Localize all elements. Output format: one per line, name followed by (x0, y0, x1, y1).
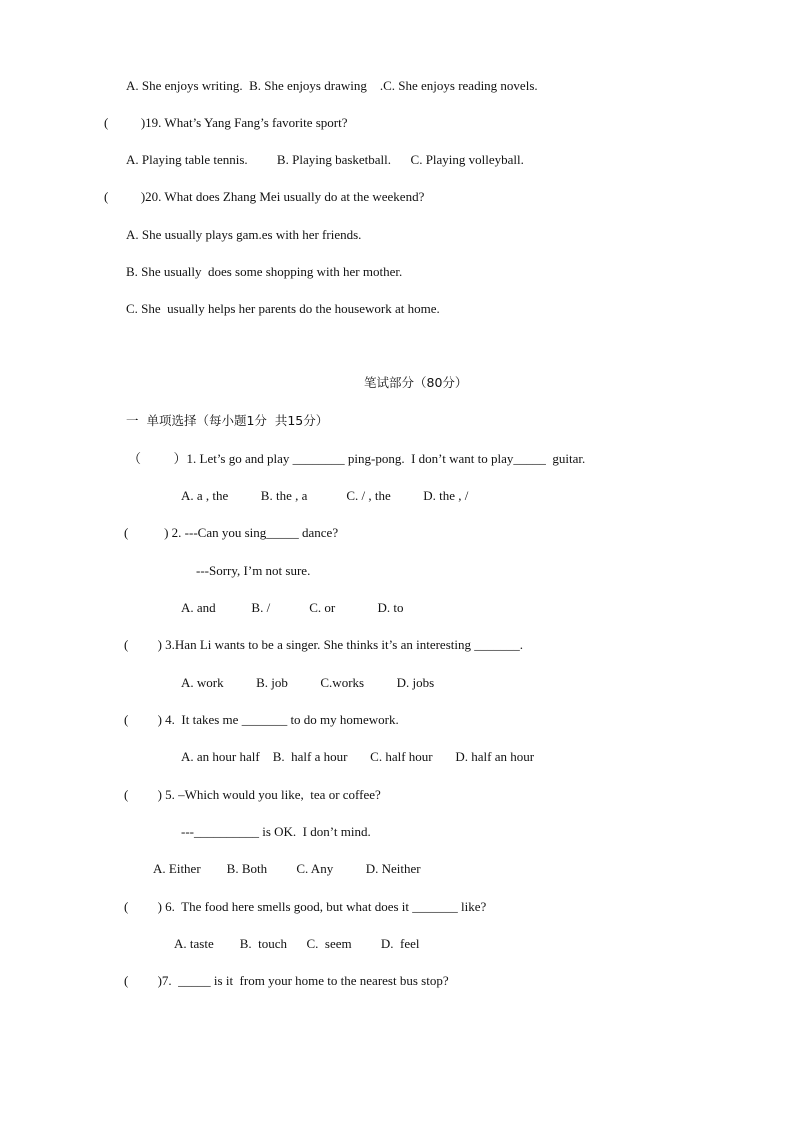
q20-stem: ( )20. What does Zhang Mei usually do at the weekend? (104, 189, 425, 204)
question-stem: ( ) 5. –Which would you like, tea or coffee? (124, 787, 381, 802)
question-options: A. a , the B. the , a C. / , the D. the , / (181, 488, 469, 503)
section-title: 笔试部分（80分） (364, 375, 468, 390)
q19-options: A. Playing table tennis. B. Playing basketball. C. Playing volleyball. (126, 152, 524, 167)
question-stem: ( )7. _____ is it from your home to the nearest bus stop? (124, 973, 449, 988)
question-reply: ---Sorry, I’m not sure. (196, 563, 311, 578)
question-stem: ( ) 6. The food here smells good, but what does it _______ like? (124, 899, 487, 914)
question-stem: ( ) 2. ---Can you sing_____ dance? (124, 525, 339, 540)
q18-options: A. She enjoys writing. B. She enjoys drawing .C. She enjoys reading novels. (126, 78, 538, 93)
question-options: A. an hour half B. half a hour C. half hour D. half an hour (181, 749, 535, 764)
question-options: A. work B. job C.works D. jobs (181, 675, 435, 690)
question-options: A. taste B. touch C. seem D. feel (174, 936, 420, 951)
question-stem: ( ) 3.Han Li wants to be a singer. She thinks it’s an interesting _______. (124, 637, 523, 652)
question-stem: （ ）1. Let’s go and play ________ ping-pong. I don’t want to play_____ guitar. (128, 451, 586, 466)
q19-stem: ( )19. What’s Yang Fang’s favorite sport? (104, 115, 348, 130)
part-title: 一 单项选择（每小题1分 共15分） (126, 413, 329, 428)
q20-option-c: C. She usually helps her parents do the housework at home. (126, 301, 440, 316)
question-reply: ---__________ is OK. I don’t mind. (181, 824, 371, 839)
q20-option-a: A. She usually plays gam.es with her friends. (126, 227, 362, 242)
question-options: A. and B. / C. or D. to (181, 600, 404, 615)
question-stem: ( ) 4. It takes me _______ to do my homework. (124, 712, 399, 727)
q20-option-b: B. She usually does some shopping with her mother. (126, 264, 403, 279)
question-options: A. Either B. Both C. Any D. Neither (153, 861, 421, 876)
